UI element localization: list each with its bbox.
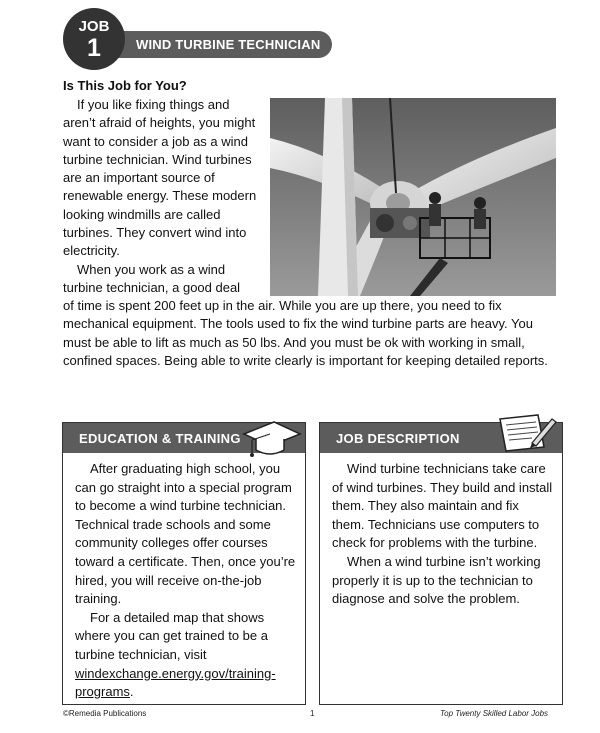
education-title: EDUCATION & TRAINING bbox=[79, 431, 241, 446]
job-description-title: JOB DESCRIPTION bbox=[336, 431, 460, 446]
education-paragraph-2-text: For a detailed map that shows where you can get trained to be a turbine technician, visit bbox=[75, 609, 268, 662]
education-paragraph-2 bbox=[75, 609, 297, 702]
education-training-box bbox=[62, 422, 306, 705]
job-number-badge bbox=[63, 8, 125, 70]
badge-word: JOB bbox=[78, 18, 110, 35]
job-description-paragraph-2: When a wind turbine isn’t working properly it is up to the technician to diagnose and solve the problem. bbox=[332, 553, 541, 607]
intro-paragraph-1: If you like fixing things and aren’t afraid of heights, you might want to consider a job as a wind turbine technician. Wind turbines are an important source of renewable energy. These modern looking windmills are called turbines. They convert wind into electricity. bbox=[63, 97, 257, 259]
job-description-box bbox=[319, 422, 563, 705]
intro-heading: Is This Job for You? bbox=[63, 78, 187, 93]
turbine-photo-illustration bbox=[270, 98, 556, 296]
training-programs-link[interactable]: windexchange.energy.gov/training-programs bbox=[75, 665, 276, 700]
education-paragraph-1: After graduating high school, you can go straight into a special program to become a wind turbine technician. Technical trade schools and some community colleges offer courses toward a certificate. Then, once you’re hired, you will receive on-the-job training. bbox=[75, 461, 296, 607]
job-description-body bbox=[332, 460, 554, 609]
footer-page-number: 1 bbox=[310, 709, 315, 718]
footer-book-title: Top Twenty Skilled Labor Jobs bbox=[440, 709, 549, 718]
badge-number: 1 bbox=[87, 34, 101, 62]
intro-column bbox=[63, 96, 265, 297]
paper-pen-icon bbox=[492, 413, 558, 453]
intro-paragraph-2-start: When you work as a wind turbine technician, a good deal bbox=[63, 261, 241, 295]
graduation-cap-icon bbox=[240, 420, 302, 460]
job-description-paragraph-1: Wind turbine technicians take care of wind turbines. They build and install them. They also maintain and fix them. Technicians use computers to check for problems with the turbine. bbox=[332, 461, 553, 551]
link-period: . bbox=[129, 684, 134, 700]
footer-publisher: ©Remedia Publications bbox=[63, 709, 147, 718]
wind-turbine-photo bbox=[270, 98, 556, 296]
intro-continuation: of time is spent 200 feet up in the air. While you are up there, you need to fix mechanical equipment. The tools used to fix the wind turbine parts are heavy. You must be able to lift as much as 50 lbs. And you must be ok with working in small, confined spaces. Being able to write clearly is important for keeping detailed reports. bbox=[63, 298, 548, 368]
education-body bbox=[75, 460, 297, 702]
page-title: WIND TURBINE TECHNICIAN bbox=[136, 37, 321, 52]
title-banner bbox=[100, 31, 332, 58]
